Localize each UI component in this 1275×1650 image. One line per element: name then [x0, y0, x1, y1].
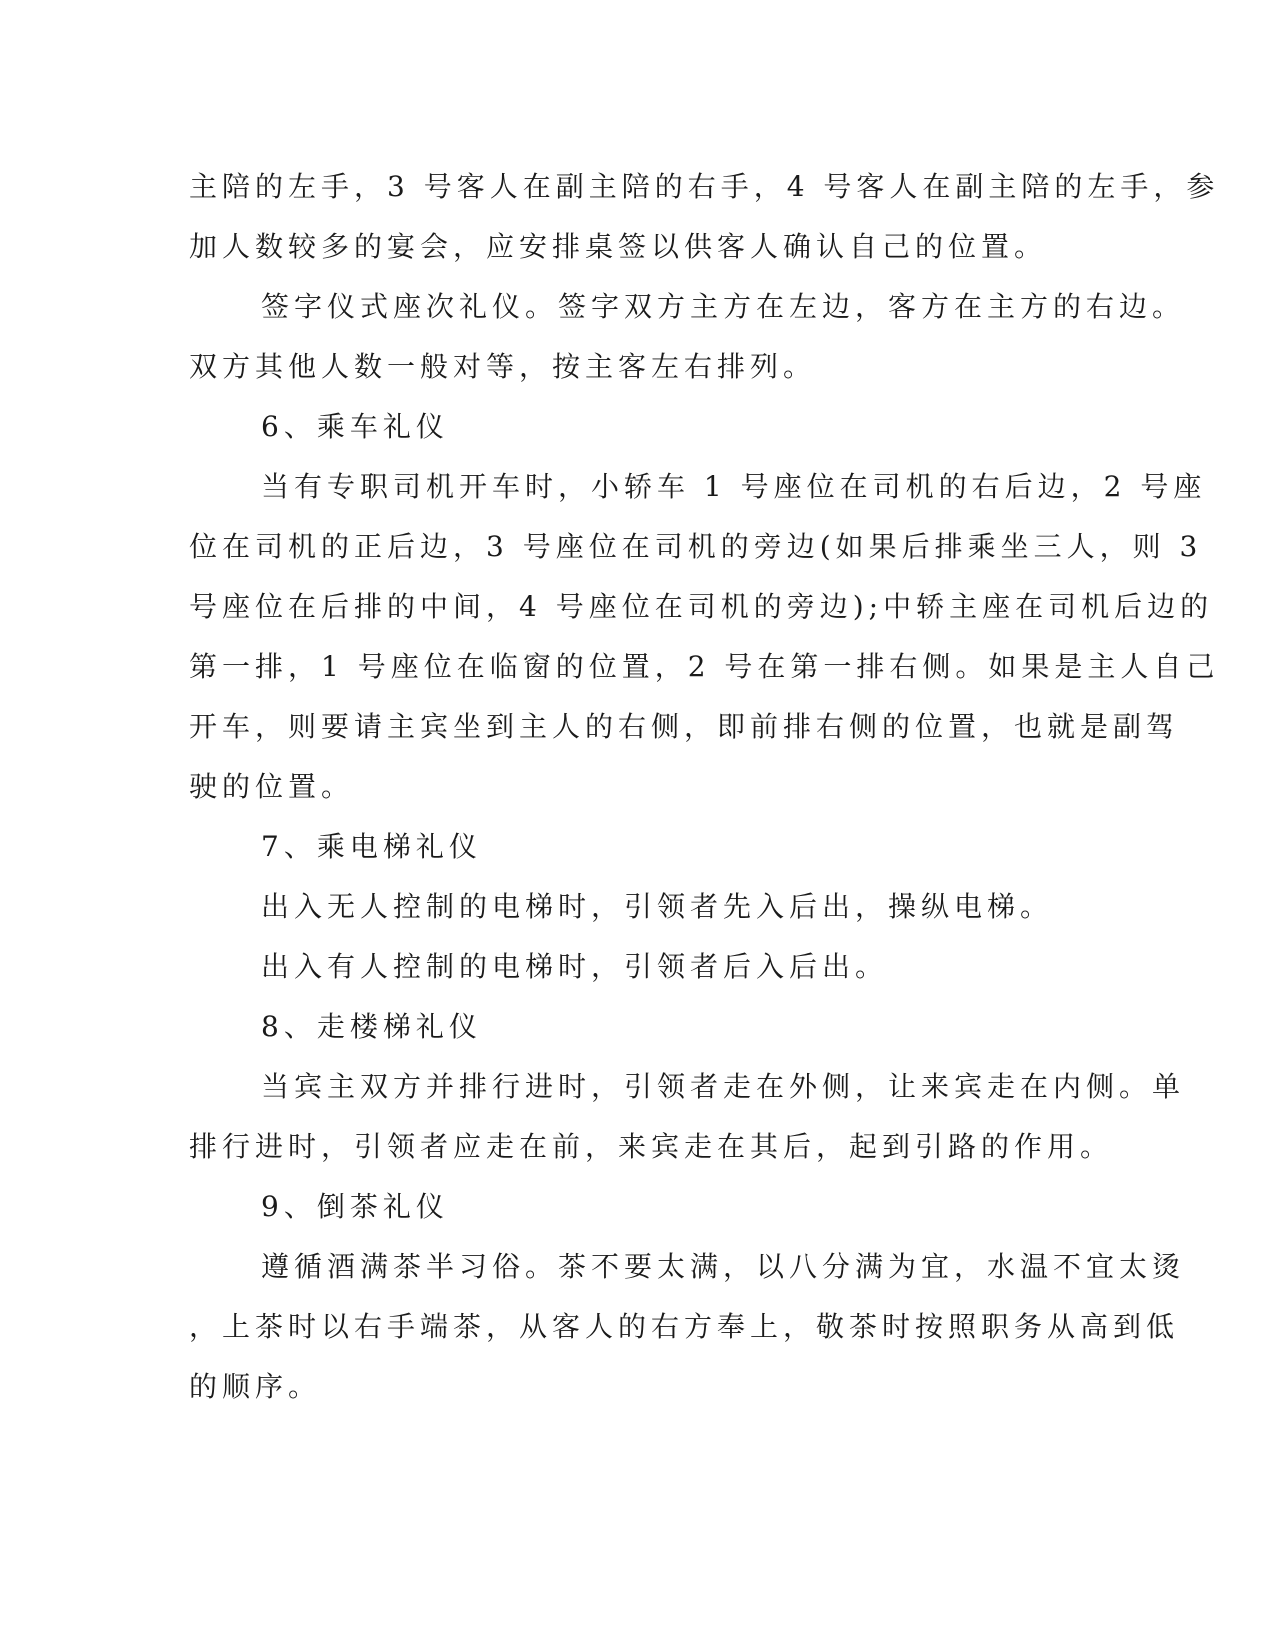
text-line: 当有专职司机开车时，小轿车 1 号座位在司机的右后边，2 号座 [261, 470, 1207, 503]
text-line: 主陪的左手，3 号客人在副主陪的右手，4 号客人在副主陪的左手，参 [189, 170, 1220, 203]
paragraph-signing-ceremony [189, 277, 1186, 397]
text-line: 号座位在后排的中间，4 号座位在司机的旁边);中轿主座在司机后边的 [189, 590, 1214, 623]
text-line: 第一排，1 号座位在临窗的位置，2 号在第一排右侧。如果是主人自己 [189, 650, 1220, 683]
paragraph-car-seating [189, 457, 1220, 817]
text-line: 驶的位置。 [189, 770, 355, 803]
heading-elevator-etiquette [189, 817, 1085, 877]
text-line: 排行进时，引领者应走在前，来宾走在其后，起到引路的作用。 [189, 1130, 1114, 1163]
paragraph-walking [189, 1057, 1186, 1177]
paragraph-unattended-elevator [189, 877, 1085, 937]
document-body [189, 157, 1220, 1417]
text-line: 当宾主双方并排行进时，引领者走在外侧，让来宾走在内侧。单 [261, 1070, 1186, 1103]
heading-tea-etiquette [189, 1177, 1085, 1237]
section-heading: 6、乘车礼仪 [261, 410, 449, 443]
text-line: 的顺序。 [189, 1370, 322, 1403]
section-heading: 9、倒茶礼仪 [261, 1190, 449, 1223]
text-line: 出入无人控制的电梯时，引领者先入后出，操纵电梯。 [261, 890, 1054, 923]
text-line: 加人数较多的宴会，应安排桌签以供客人确认自己的位置。 [189, 230, 1048, 263]
text-line: ，上茶时以右手端茶，从客人的右方奉上，敬茶时按照职务从高到低 [189, 1310, 1180, 1343]
text-line: 双方其他人数一般对等，按主客左右排列。 [189, 350, 817, 383]
paragraph-attended-elevator [189, 937, 1085, 997]
text-line: 出入有人控制的电梯时，引领者后入后出。 [261, 950, 889, 983]
paragraph-tea-serving [189, 1237, 1186, 1417]
section-heading: 8、走楼梯礼仪 [261, 1010, 482, 1043]
text-line: 位在司机的正后边，3 号座位在司机的旁边(如果后排乘坐三人，则 3 [189, 530, 1203, 563]
text-line: 开车，则要请主宾坐到主人的右侧，即前排右侧的位置，也就是副驾 [189, 710, 1180, 743]
text-line: 签字仪式座次礼仪。签字双方主方在左边，客方在主方的右边。 [261, 290, 1186, 323]
heading-stairs-etiquette [189, 997, 1085, 1057]
section-heading: 7、乘电梯礼仪 [261, 830, 482, 863]
heading-car-etiquette [189, 397, 1085, 457]
text-line: 遵循酒满茶半习俗。茶不要太满，以八分满为宜，水温不宜太烫 [261, 1250, 1186, 1283]
paragraph-seating-continued [189, 157, 1220, 277]
